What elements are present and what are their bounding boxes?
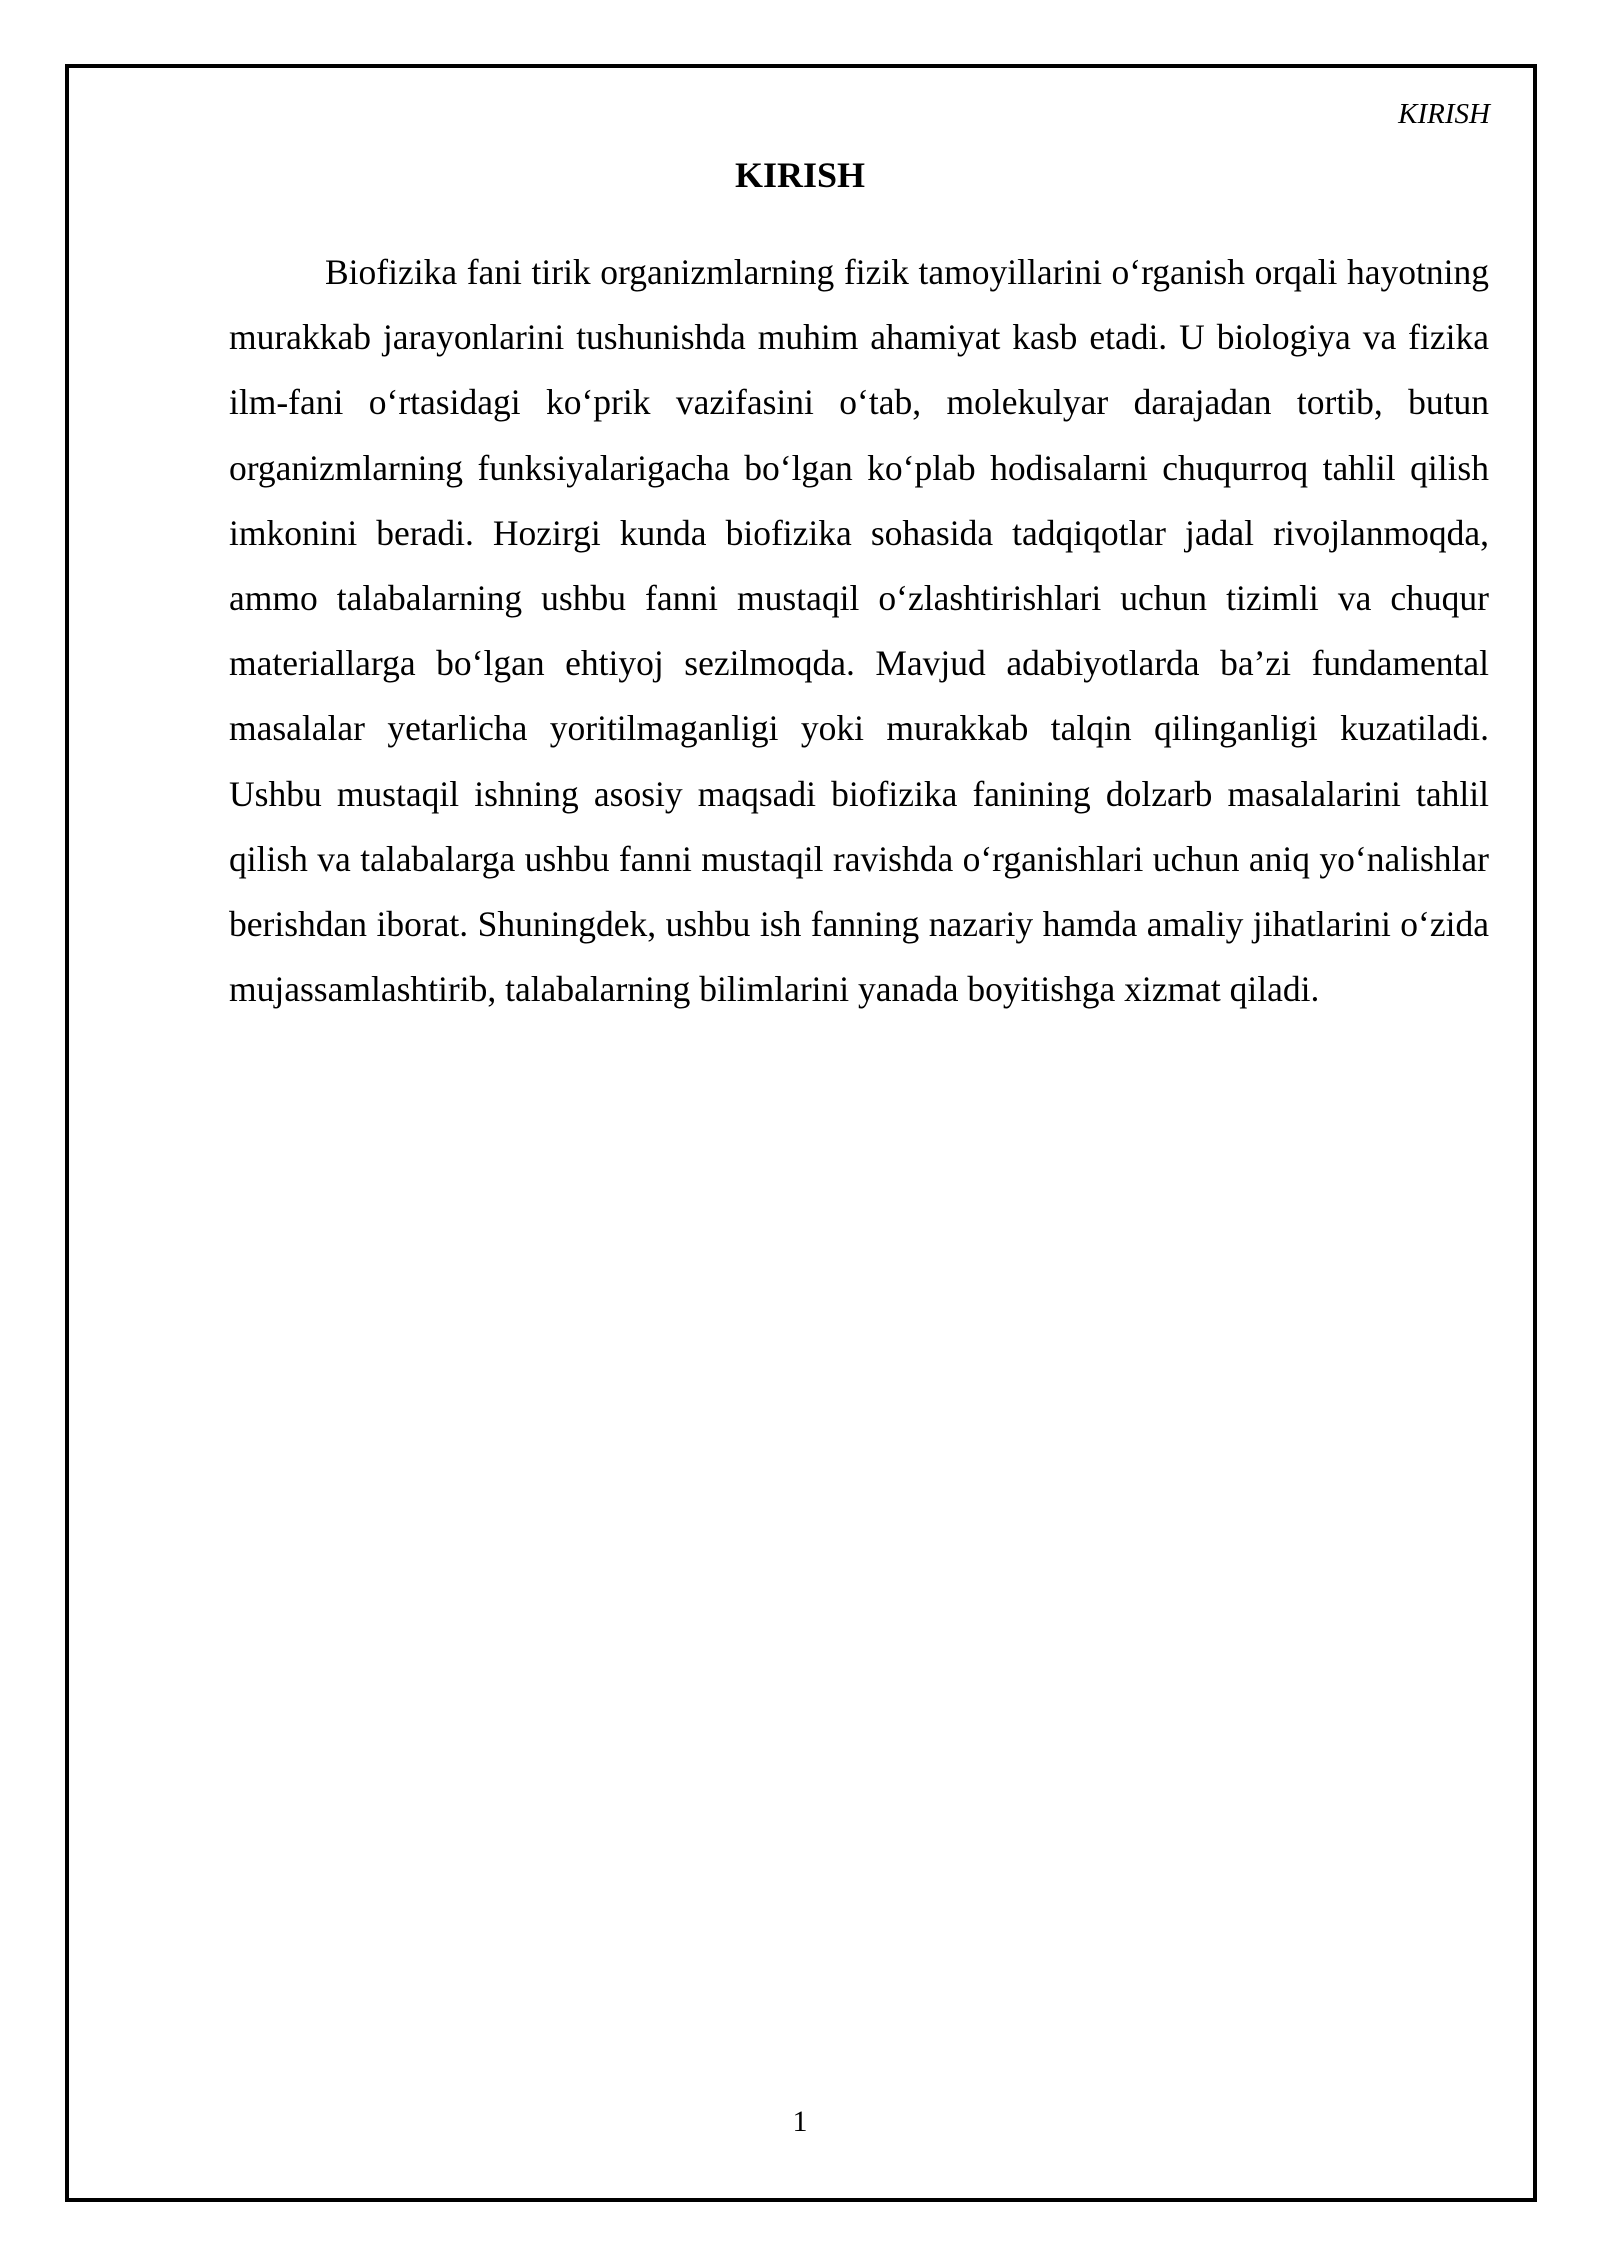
running-header: KIRISH bbox=[1398, 98, 1490, 130]
page-number: 1 bbox=[792, 2105, 808, 2138]
section-title: KIRISH bbox=[734, 155, 866, 195]
body-paragraph: Biofizika fani tirik organizmlarning fizik tamoyillarini o‘rganish orqali hayotning murakkab jarayonlarini tushunishda muhim ahamiyat kasb etadi. U biologiya va fizika ilm-fani o‘rtasidagi ko‘prik vazifasini o‘tab, molekulyar darajadan tortib, butun organizmlarning funksiyalarigacha bo‘lgan ko‘plab hodisalarni chuqurroq tahlil qilish imkonini beradi. Hozirgi kunda biofizika sohasida tadqiqotlar jadal rivojlanmoqda, ammo talabalarning ushbu fanni mustaqil o‘zlashtirishlari uchun tizimli va chuqur materiallarga bo‘lgan ehtiyoj sezilmoqda. Mavjud adabiyotlarda ba’zi fundamental masalalar yetarlicha yoritilmaganligi yoki murakkab talqin qilinganligi kuzatiladi. Ushbu mustaqil ishning asosiy maqsadi biofizika fanining dolzarb masalalarini tahlil qilish va talabalarga ushbu fanni mustaqil ravishda o‘rganishlari uchun aniq yo‘nalishlar berishdan iborat. Shuningdek, ushbu ish fanning nazariy hamda amaliy jihatlarini o‘zida mujassamlashtirib, talabalarning bilimlarini yanada boyitishga xizmat qiladi. bbox=[229, 252, 1489, 1010]
